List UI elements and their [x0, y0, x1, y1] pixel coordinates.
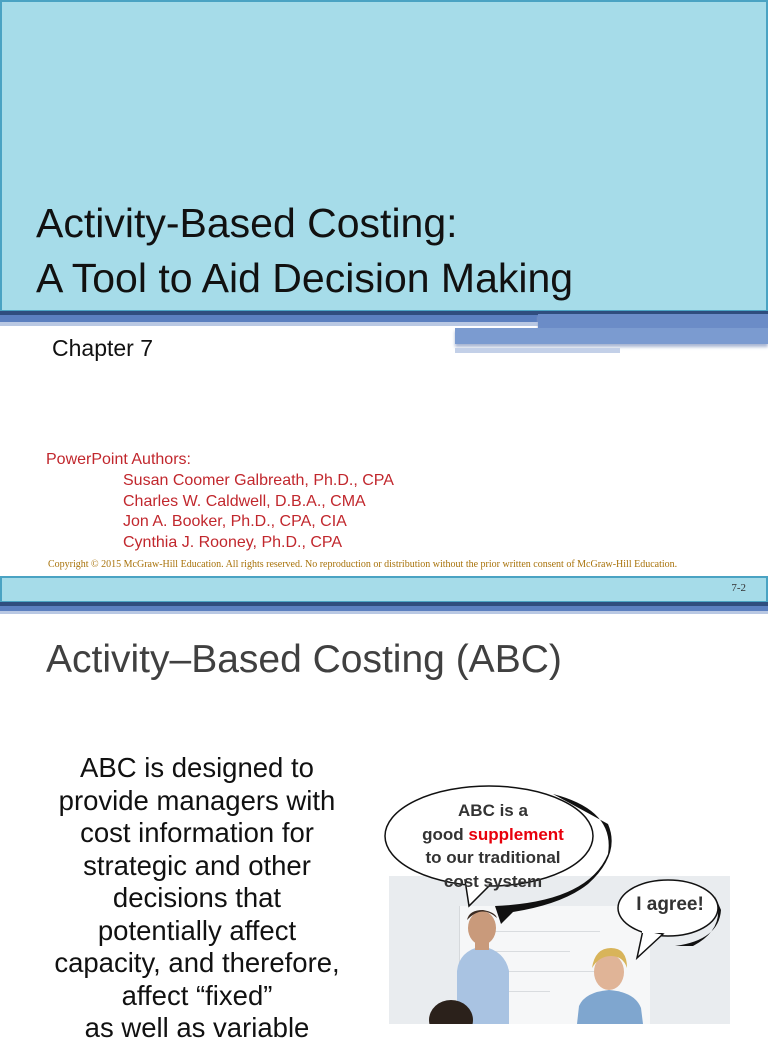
- authors-label: PowerPoint Authors:: [46, 451, 191, 468]
- body-line: potentially affect: [97, 914, 297, 946]
- supplement-emphasis: supplement: [468, 824, 564, 844]
- slide-header-bar: [0, 576, 768, 603]
- slide-2-title: Activity–Based Costing (ABC): [46, 638, 562, 681]
- bubble-line: cost system: [443, 871, 543, 891]
- body-line: provide managers with: [58, 784, 336, 816]
- chapter-label: Chapter 7: [52, 335, 154, 361]
- author-item: Jon A. Booker, Ph.D., CPA, CIA: [123, 513, 347, 531]
- author-item: Cynthia J. Rooney, Ph.D., CPA: [123, 534, 343, 552]
- body-line: affect “fixed”: [121, 979, 273, 1011]
- body-line: ABC is designed to: [80, 752, 314, 783]
- body-line: capacity, and therefore,: [54, 947, 340, 978]
- authors-list: [123, 471, 394, 554]
- body-line: strategic and other: [83, 849, 311, 881]
- title-line-1: Activity-Based Costing:: [36, 200, 458, 246]
- bubble-abc-text: [398, 799, 588, 893]
- decorative-band: [0, 322, 540, 326]
- decorative-bar: [455, 328, 768, 344]
- slide-title: [36, 196, 573, 306]
- slide-number: 7-2: [731, 582, 746, 594]
- bubble-line-prefix: good: [422, 824, 469, 844]
- body-line: cost information for: [80, 817, 314, 848]
- bubble-line: to our traditional: [425, 848, 561, 867]
- decorative-band: [0, 611, 768, 614]
- bubble-agree-text: I agree!: [636, 894, 704, 915]
- author-item: Charles W. Caldwell, D.B.A., CMA: [123, 492, 366, 510]
- title-line-2: A Tool to Aid Decision Making: [36, 255, 574, 301]
- body-text: [22, 752, 372, 1045]
- author-item: Susan Coomer Galbreath, Ph.D., CPA: [123, 472, 394, 489]
- copyright-notice: Copyright © 2015 McGraw-Hill Education. All rights reserved. No reproduction or distribution without the prior written consent of McGraw-Hill Education.: [48, 559, 678, 570]
- bubble-line: ABC is a: [458, 801, 528, 820]
- bubble-line: [398, 823, 588, 847]
- speech-bubble-agree: [615, 876, 725, 961]
- decorative-band: [538, 314, 768, 328]
- body-line: as well as variable: [84, 1012, 310, 1043]
- decorative-bar: [455, 348, 620, 353]
- body-line: decisions that: [112, 882, 282, 913]
